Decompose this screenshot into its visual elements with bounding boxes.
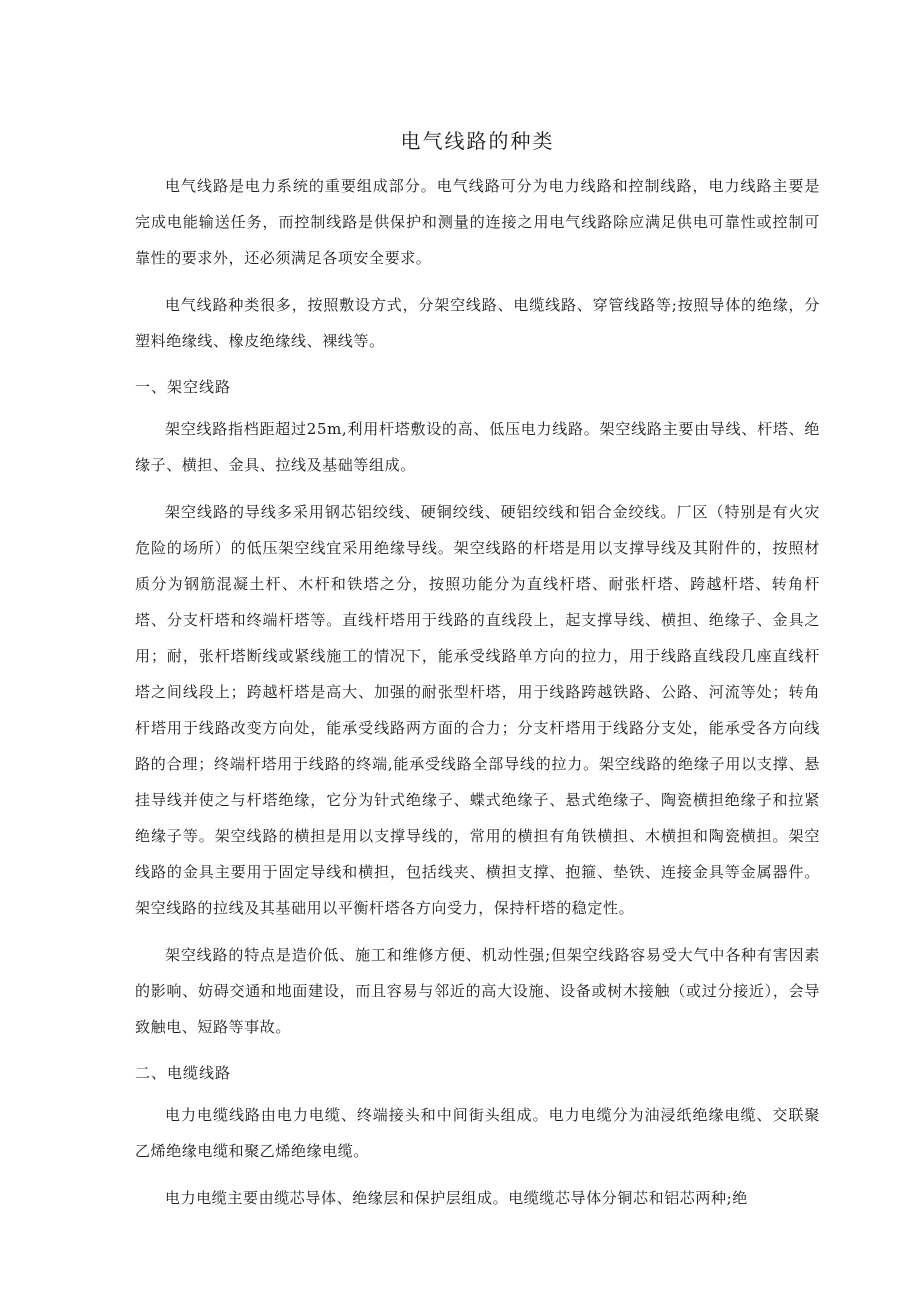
- paragraph-cable-definition: 电力电缆线路由电力电缆、终端接头和中间街头组成。电力电缆分为油浸纸绝缘电缆、交联聚乙烯绝缘电缆和聚乙烯绝缘电缆。: [135, 1106, 820, 1160]
- paragraph-overhead-components: 架空线路的导线多采用钢芯铝绞线、硬铜绞线、硬铝绞线和铝合金绞线。厂区（特别是有火灾危险的场所）的低压架空线宜采用绝缘导线。架空线路的杆塔是用以支撑导线及其附件的，按照材质分为钢筋混凝土杆、木杆和铁塔之分，按照功能分为直线杆塔、耐张杆塔、跨越杆塔、转角杆塔、分支杆塔和终端杆塔等。直线杆塔用于线路的直线段上，起支撑导线、横担、绝缘子、金具之用；耐，张杆塔断线或紧线施工的情况下，能承受线路单方向的拉力，用于线路直线段几座直线杆塔之间线段上；跨越杆塔是高大、加强的耐张型杆塔，用于线路跨越铁路、公路、河流等处；转角杆塔用于线路改变方向处，能承受线路两方面的合力；分支杆塔用于线路分支处，能承受各方向线路的合理；终端杆塔用于线路的终端,能承受线路全部导线的拉力。架空线路的绝缘子用以支撑、悬挂导线并使之与杆塔绝缘，它分为针式绝缘子、蝶式绝缘子、悬式绝缘子、陶瓷横担绝缘子和拉紧绝缘子等。架空线路的横担是用以支撑导线的，常用的横担有角铁横担、木横担和陶瓷横担。架空线路的金具主要用于固定导线和横担，包括线夹、横担支撑、抱箍、垫铁、连接金具等金属器件。架空线路的拉线及其基础用以平衡杆塔各方向受力，保持杆塔的稳定性。: [135, 503, 820, 917]
- document-title: 电气线路的种类: [400, 129, 555, 153]
- paragraph-intro: 电气线路是电力系统的重要组成部分。电气线路可分为电力线路和控制线路，电力线路主要是完成电能输送任务，而控制线路是供保护和测量的连接之用电气线路除应满足供电可靠性或控制可靠性的要求外，还必须满足各项安全要求。: [135, 177, 820, 267]
- paragraph-cable-structure: 电力电缆主要由缆芯导体、绝缘层和保护层组成。电缆缆芯导体分铜芯和铝芯两种;绝: [165, 1189, 748, 1207]
- paragraph-classification: 电气线路种类很多，按照敷设方式，分架空线路、电缆线路、穿管线路等;按照导体的绝缘，分塑料绝缘线、橡皮绝缘线、裸线等。: [135, 296, 820, 350]
- paragraph-overhead-definition: 架空线路指档距超过25m,利用杆塔敷设的高、低压电力线路。架空线路主要由导线、杆塔、绝缘子、横担、金具、拉线及基础等组成。: [135, 420, 820, 474]
- section-heading-cable-lines: 二、电缆线路: [135, 1064, 232, 1082]
- paragraph-overhead-features: 架空线路的特点是造价低、施工和维修方便、机动性强;但架空线路容易受大气中各种有害因素的影响、妨碍交通和地面建设，而且容易与邻近的高大设施、设备或树木接触（或过分接近），会导致触电、短路等事故。: [135, 946, 820, 1036]
- section-heading-overhead-lines: 一、架空线路: [135, 378, 232, 396]
